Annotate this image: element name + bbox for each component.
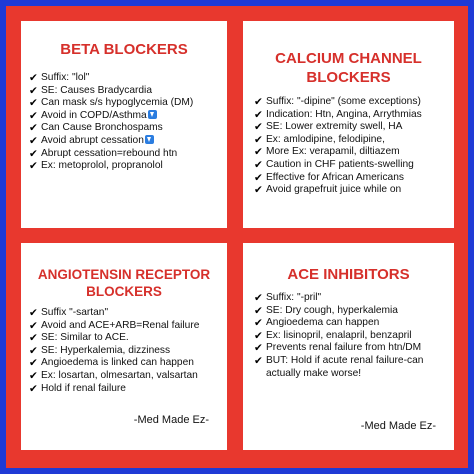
list-item: ✔ SE: Causes Bradycardia	[29, 84, 152, 97]
check-mark-icon: ✔	[29, 382, 38, 395]
signature: -Med Made Ez-	[133, 414, 209, 426]
down-arrow-emoji-icon	[145, 135, 154, 144]
card-title: ACE INHIBITORS	[287, 266, 410, 283]
ace-inhibitors-card	[243, 243, 454, 450]
list-item: ✔ Indication: Htn, Angina, Arrythmias	[254, 108, 422, 121]
list-item: ✔ Suffix: "lol"	[29, 72, 90, 84]
card-title: BETA BLOCKERS	[60, 41, 188, 58]
check-mark-icon: ✔	[254, 292, 263, 304]
check-mark-icon: ✔	[29, 357, 38, 370]
check-mark-icon: ✔	[254, 158, 263, 171]
list-item: ✔ Avoid in COPD/Asthma	[29, 110, 227, 123]
list-item: ✔ SE: Dry cough, hyperkalemia	[254, 304, 398, 317]
list-item: ✔ Ex: amlodipine, felodipine,	[254, 133, 385, 146]
list-item: ✔ Ex: losartan, olmesartan, valsartan	[29, 369, 198, 382]
card-title: ANGIOTENSIN RECEPTOR BLOCKERS	[37, 267, 211, 299]
down-arrow-emoji-icon	[148, 110, 157, 119]
list-item: ✔ Abrupt cessation=rebound htn	[29, 147, 178, 160]
check-mark-icon: ✔	[254, 133, 263, 146]
list-item: ✔ Effective for African Americans	[254, 171, 404, 184]
check-mark-icon: ✔	[254, 96, 263, 108]
check-mark-icon: ✔	[29, 84, 38, 97]
list-item: ✔ BUT: Hold if acute renal failure-can actually make worse!	[254, 354, 424, 379]
check-mark-icon: ✔	[29, 332, 38, 345]
check-mark-icon: ✔	[29, 97, 38, 110]
check-mark-icon: ✔	[254, 184, 263, 197]
angiotensin-receptor-blockers-card	[21, 243, 227, 450]
list-item: ✔ Prevents renal failure from htn/DM	[254, 342, 422, 355]
check-mark-icon: ✔	[29, 369, 38, 382]
check-mark-icon: ✔	[29, 122, 38, 135]
list-item: ✔ Caution in CHF patients-swelling	[254, 158, 414, 171]
list-item: ✔ Suffix: "-dipine" (some exceptions)	[254, 96, 421, 108]
check-mark-icon: ✔	[254, 354, 263, 367]
check-mark-icon: ✔	[29, 160, 38, 173]
item-list	[254, 292, 454, 380]
list-item: ✔ Avoid abrupt cessation	[29, 135, 227, 148]
check-mark-icon: ✔	[29, 319, 38, 332]
list-item: ✔ Angioedema can happen	[254, 317, 380, 330]
item-list	[254, 96, 454, 197]
beta-blockers-card	[21, 21, 227, 228]
list-item: ✔ Angioedema is linked can happen	[29, 357, 194, 370]
check-mark-icon: ✔	[254, 146, 263, 159]
check-mark-icon: ✔	[29, 344, 38, 357]
check-mark-icon: ✔	[29, 147, 38, 160]
check-mark-icon: ✔	[29, 72, 38, 84]
check-mark-icon: ✔	[254, 304, 263, 317]
list-item: ✔ SE: Hyperkalemia, dizziness	[29, 344, 171, 357]
list-item: ✔ Can mask s/s hypoglycemia (DM)	[29, 97, 194, 110]
check-mark-icon: ✔	[29, 134, 38, 147]
list-item: ✔ Suffix "-sartan"	[29, 307, 109, 319]
list-item: ✔ Avoid grapefruit juice while on	[254, 184, 402, 197]
item-list	[29, 72, 227, 173]
check-mark-icon: ✔	[254, 329, 263, 342]
item-list	[29, 307, 227, 395]
card-title: CALCIUM CHANNEL BLOCKERS	[275, 50, 422, 86]
list-item: ✔ Suffix: "-pril"	[254, 292, 322, 304]
check-mark-icon: ✔	[29, 109, 38, 122]
list-item: ✔ Avoid and ACE+ARB=Renal failure	[29, 319, 200, 332]
list-item: ✔ Ex: lisinopril, enalapril, benzapril	[254, 329, 412, 342]
check-mark-icon: ✔	[254, 317, 263, 330]
list-item: ✔ More Ex: verapamil, diltiazem	[254, 146, 400, 159]
list-item: ✔ Ex: metoprolol, propranolol	[29, 160, 163, 173]
calcium-channel-blockers-card	[243, 21, 454, 228]
list-item: ✔ Hold if renal failure	[29, 382, 126, 395]
list-item: ✔ SE: Similar to ACE.	[29, 332, 129, 345]
check-mark-icon: ✔	[254, 121, 263, 134]
check-mark-icon: ✔	[254, 171, 263, 184]
list-item: ✔ Can Cause Bronchospams	[29, 122, 163, 135]
check-mark-icon: ✔	[29, 307, 38, 319]
list-item: ✔ SE: Lower extremity swell, HA	[254, 121, 403, 134]
check-mark-icon: ✔	[254, 108, 263, 121]
check-mark-icon: ✔	[254, 342, 263, 355]
signature: -Med Made Ez-	[360, 420, 436, 432]
